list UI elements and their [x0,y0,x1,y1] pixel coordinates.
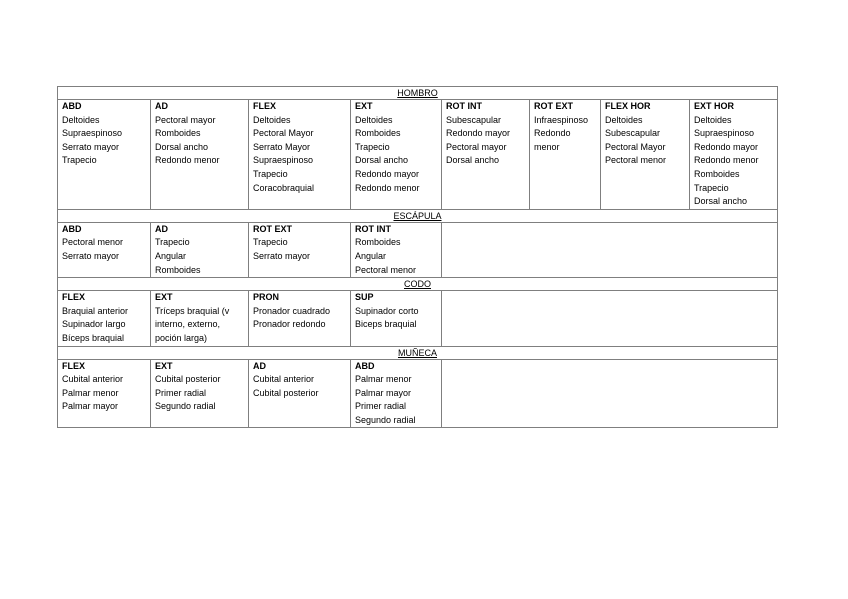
section-title: ESCÁPULA [393,210,442,221]
muscle-movement-table [57,86,778,428]
movement-cell [530,100,601,210]
section-content-row [58,359,778,428]
muscle-name: Angular [355,250,387,261]
movement-cell [151,291,249,346]
muscle-name: Redondo [534,128,571,139]
section-title-row [58,209,778,222]
muscle-name: Pronador cuadrado [253,305,331,316]
movement-header: SUP [355,292,374,303]
movement-header: ROT EXT [253,223,293,234]
section-title-row [58,278,778,291]
muscle-name: Serrato mayor [62,141,120,152]
muscle-name: Trapecio [62,155,97,166]
muscle-name: Trapecio [694,182,729,193]
muscle-name: Romboides [355,128,401,139]
muscle-name: Redondo menor [355,182,420,193]
muscle-name: Segundo radial [155,401,216,412]
muscle-name: Supraespinoso [253,155,314,166]
muscle-name: Palmar menor [355,374,412,385]
movement-cell [151,100,249,210]
movement-header: EXT [155,360,173,371]
movement-cell [58,222,151,277]
muscle-name: Pectoral Mayor [605,141,666,152]
muscle-name: Dorsal ancho [355,155,409,166]
movement-cell [151,359,249,428]
muscle-name: Trapecio [155,237,190,248]
movement-cell [351,222,442,277]
movement-cell [249,359,351,428]
muscle-name: Trapecio [253,237,288,248]
movement-cell [601,100,690,210]
section-title-cell [58,346,778,359]
empty-cell [442,222,778,277]
section-content-row [58,222,778,277]
movement-header: EXT [355,101,373,111]
movement-cell [690,100,778,210]
movement-header: ABD [62,101,82,111]
muscle-name: Supinador largo [62,319,126,330]
muscle-name: Cubital posterior [155,374,221,385]
muscle-name: Palmar mayor [62,401,119,412]
muscle-name: Pectoral menor [355,264,417,275]
muscle-name: Serrato mayor [253,250,311,261]
movement-header: ABD [62,223,82,234]
muscle-name: Redondo menor [694,155,759,166]
movement-header: EXT [155,292,173,303]
section-content-row [58,100,778,210]
muscle-name: Serrato Mayor [253,141,311,152]
muscle-name: Serrato mayor [62,250,120,261]
muscle-name: Tríceps braquial (v [155,305,230,316]
muscle-name: Palmar menor [62,387,119,398]
muscle-name: Pectoral mayor [155,114,216,125]
muscle-name: Supraespinoso [62,128,123,139]
movement-header: FLEX [62,360,86,371]
muscle-name: Supinador corto [355,305,419,316]
empty-cell [442,291,778,346]
muscle-name: Pronador redondo [253,319,326,330]
movement-cell [351,291,442,346]
section-title-row [58,87,778,100]
muscle-name: Deltoides [355,114,393,125]
movement-header: ROT EXT [534,101,574,111]
movement-cell [249,291,351,346]
muscle-name: Redondo mayor [446,128,511,139]
section-content-row [58,291,778,346]
movement-header: FLEX [62,292,86,303]
section-title-cell [58,209,778,222]
movement-header: ROT INT [355,223,391,234]
movement-header: AD [155,223,168,234]
section-title: MUÑECA [397,347,437,358]
section-title-row [58,346,778,359]
section-title-cell [58,87,778,100]
muscle-name: Supraespinoso [694,128,755,139]
movement-cell [442,100,530,210]
muscle-name: Romboides [155,128,201,139]
muscle-name: Dorsal ancho [694,196,748,207]
muscle-name: Deltoides [694,114,732,125]
section-title: HOMBRO [397,88,438,98]
muscle-name: Redondo menor [155,155,220,166]
muscle-name: Romboides [155,264,201,275]
muscle-name: Primer radial [155,387,207,398]
muscle-name: Cubital anterior [253,374,315,385]
muscle-name: Pectoral mayor [446,141,507,152]
muscle-name: Pectoral menor [605,155,667,166]
movement-cell [249,100,351,210]
muscle-name: Deltoides [62,114,100,125]
muscle-name: Deltoides [253,114,291,125]
movement-cell [58,359,151,428]
muscle-name: Infraespinoso [534,114,589,125]
movement-cell [58,291,151,346]
muscle-name: Trapecio [355,141,390,152]
muscle-name: Bíceps braquial [62,332,125,343]
movement-header: ABD [355,360,375,371]
empty-cell [442,359,778,428]
movement-cell [249,222,351,277]
muscle-name: Pectoral Mayor [253,128,314,139]
muscle-name: Cubital anterior [62,374,124,385]
muscle-name: Dorsal ancho [155,141,209,152]
movement-header: FLEX [253,101,277,111]
muscle-name: poción larga) [155,332,208,343]
section-title: CODO [404,279,431,290]
muscle-name: Redondo mayor [694,141,759,152]
muscle-name: Segundo radial [355,414,416,425]
muscle-name: Romboides [355,237,401,248]
section-title-cell [58,278,778,291]
muscle-name: Coracobraquial [253,182,315,193]
muscle-name: Pectoral menor [62,237,124,248]
muscle-name: Cubital posterior [253,387,319,398]
movement-header: EXT HOR [694,101,735,111]
movement-cell [151,222,249,277]
movement-header: AD [253,360,266,371]
muscle-name: Romboides [694,168,740,179]
muscle-name: Primer radial [355,401,407,412]
muscle-name: Biceps braquial [355,319,417,330]
movement-header: FLEX HOR [605,101,651,111]
movement-header: AD [155,101,168,111]
movement-cell [351,100,442,210]
movement-header: ROT INT [446,101,482,111]
muscle-name: interno, externo, [155,319,221,330]
muscle-name: Deltoides [605,114,643,125]
movement-cell [351,359,442,428]
muscle-name: Dorsal ancho [446,155,500,166]
muscle-name: Palmar mayor [355,387,412,398]
muscle-name: menor [534,141,560,152]
muscle-name: Angular [155,250,187,261]
muscle-name: Redondo mayor [355,168,420,179]
movement-header: PRON [253,292,280,303]
muscle-name: Subescapular [446,114,502,125]
muscle-name: Braquial anterior [62,305,129,316]
muscle-name: Trapecio [253,168,288,179]
muscle-name: Subescapular [605,128,661,139]
movement-cell [58,100,151,210]
